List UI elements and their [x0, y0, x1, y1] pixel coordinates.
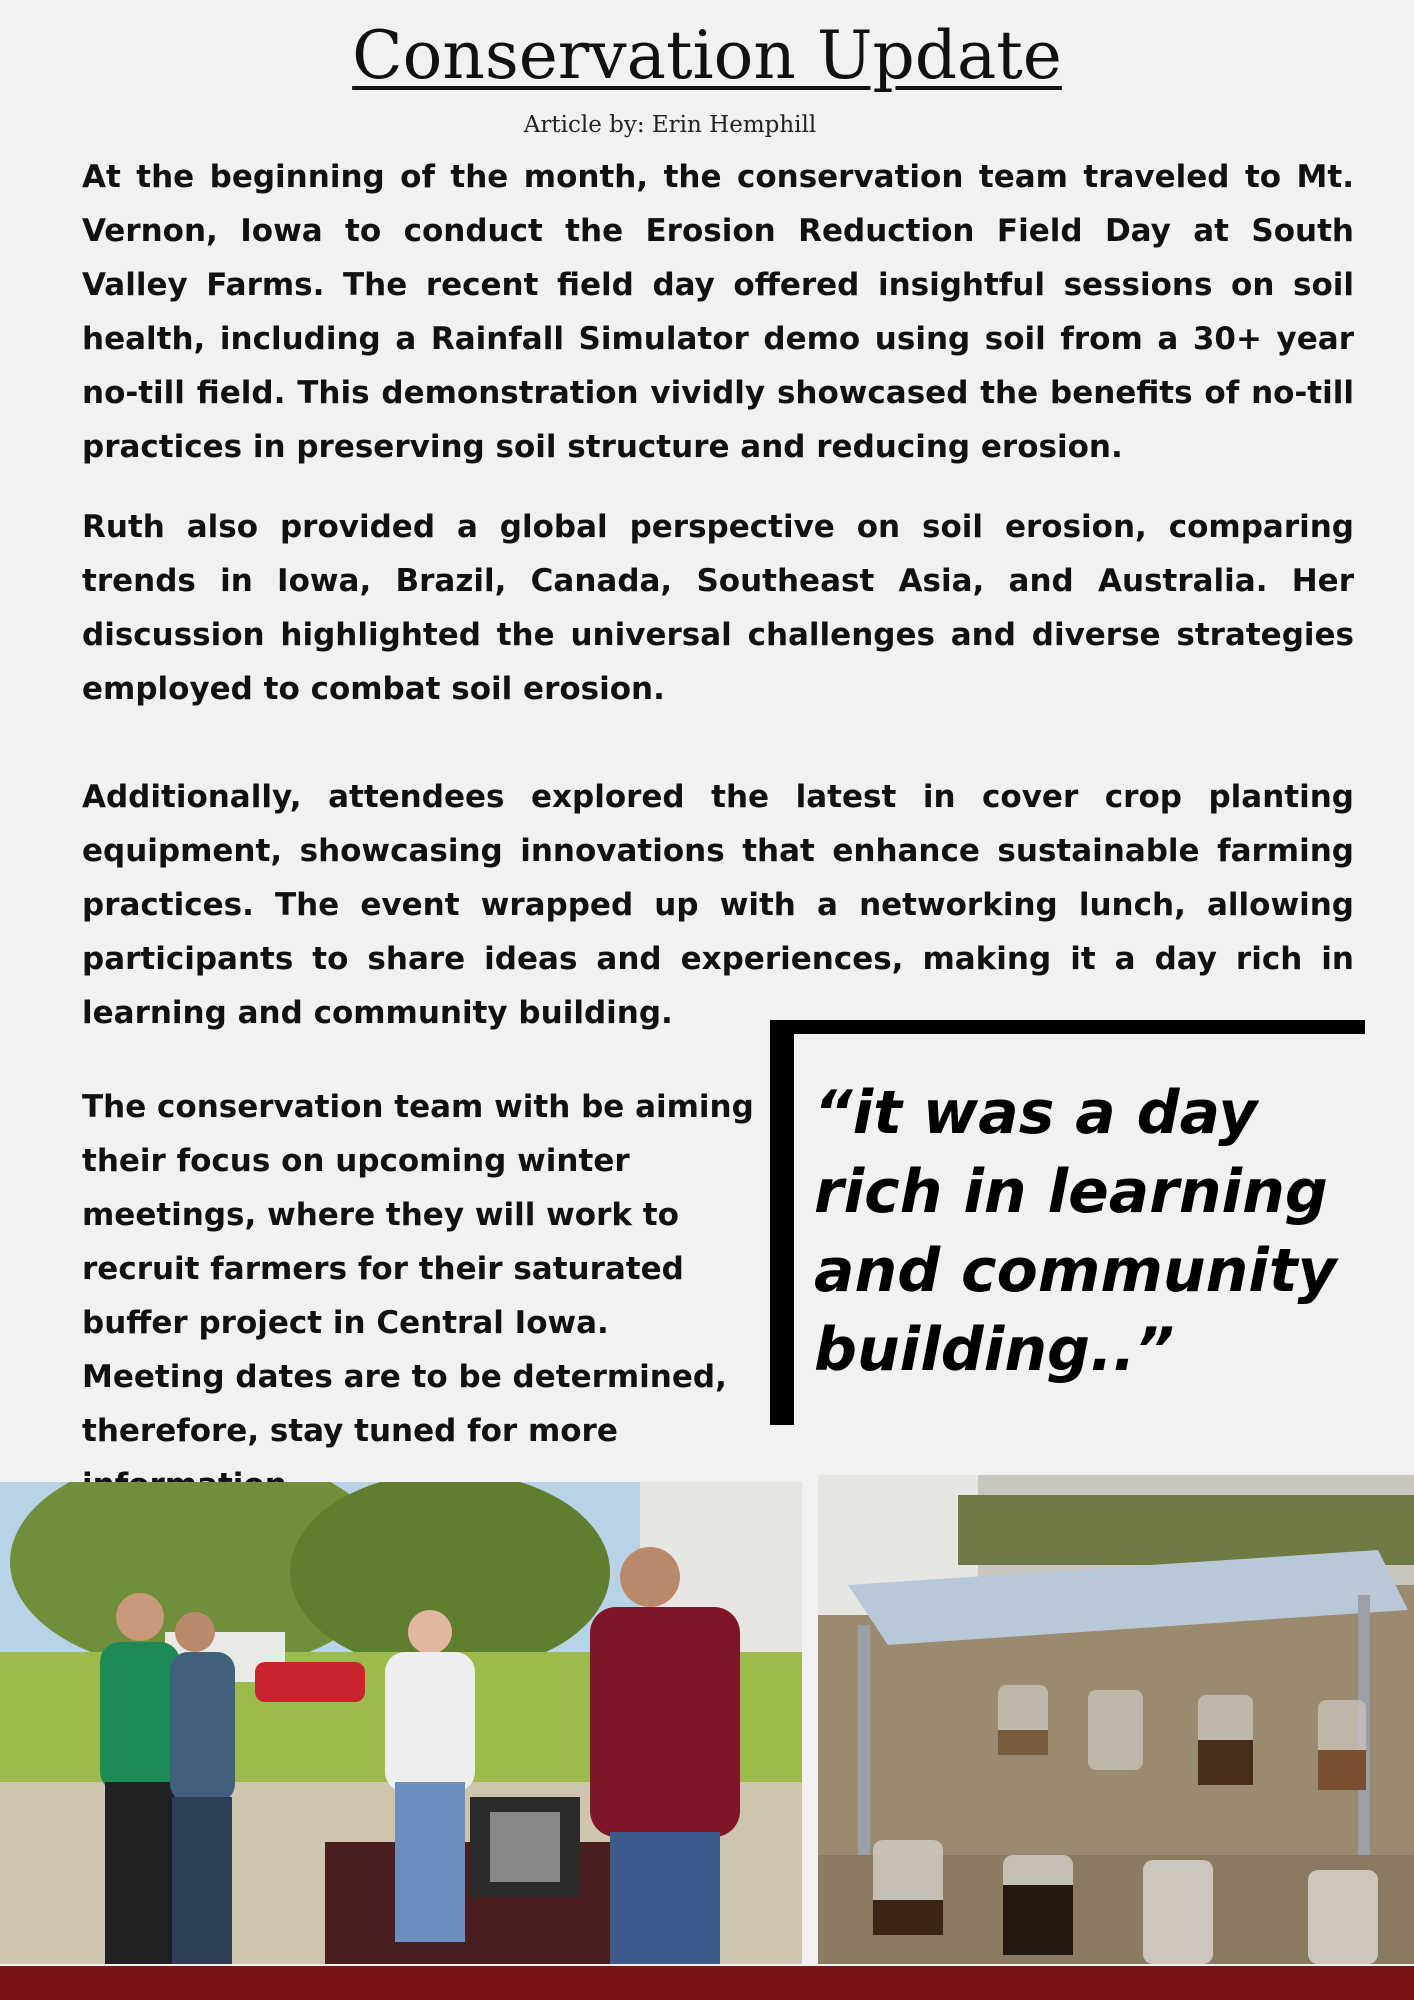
article-title-text: Conservation Update [352, 17, 1062, 94]
paragraph-field-day: At the beginning of the month, the conservation team traveled to Mt. Vernon, Iowa to conduct the Erosion Reduction Field Day at South Valley Farms. The recent field day offered insightful sessions on soil health, including a Rainfall Simulator demo using soil from a 30+ year no-till field. This demonstration vividly showcased the benefits of no-till practices in preserving soil structure and reducing erosion. [82, 159, 1354, 465]
rainfall-simulator-photo [818, 1475, 1414, 1964]
article-byline: Article by: Erin Hemphill [523, 112, 817, 138]
paragraph-cover-crop-equipment: Additionally, attendees explored the latest in cover crop planting equipment, showcasing innovations that enhance sustainable farming practices. The event wrapped up with a networking lunch, allowing participants to share ideas and experiences, making it a day rich in learning and community building. [82, 779, 1354, 1031]
paragraph-global-perspective: Ruth also provided a global perspective on soil erosion, comparing trends in Iowa, Brazil, Canada, Southeast Asia, and Australia. Her discussion highlighted the universal challenges and diverse strategies employed to combat soil erosion. [82, 509, 1354, 707]
pull-quote-box [770, 1020, 1365, 1425]
pull-quote-text: “it was a day rich in learning and community building..” [814, 1078, 1337, 1385]
footer-bar [0, 1966, 1414, 2000]
article-title [0, 10, 1414, 102]
paragraph-winter-meetings: The conservation team with be aiming their focus on upcoming winter meetings, where they will work to recruit farmers for their saturated buffer project in Central Iowa. Meeting dates are to be determined, therefore, stay tuned for more [82, 1089, 754, 1449]
field-day-photo [0, 1482, 802, 1964]
